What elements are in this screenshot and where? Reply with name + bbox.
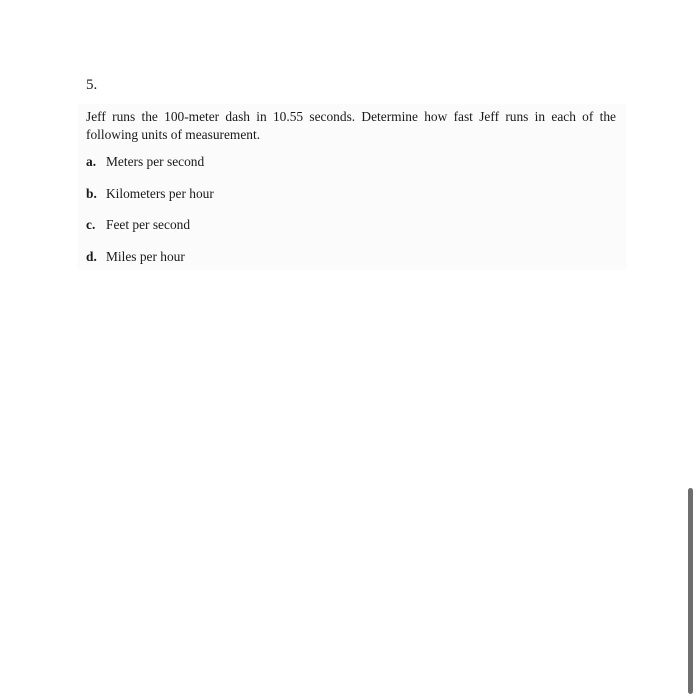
question-text: Jeff runs the 100-meter dash in 10.55 seconds. Determine how fast Jeff runs in each of the following units of measurement. [86,109,616,142]
scrollbar-thumb[interactable] [688,488,693,694]
question-part-a [86,152,214,184]
part-label: Feet per second [106,217,191,232]
question-part-d [86,247,214,279]
question-parts-list [86,152,214,278]
part-label: Kilometers per hour [106,185,214,201]
part-letter: c. [86,217,96,232]
part-letter: d. [86,248,97,264]
question-part-c [86,215,214,247]
question-number: 5. [86,77,98,93]
question-part-b [86,184,214,216]
part-letter: a. [86,154,97,169]
part-letter: b. [86,185,97,201]
part-label: Meters per second [106,154,205,169]
part-label: Miles per hour [106,248,185,264]
